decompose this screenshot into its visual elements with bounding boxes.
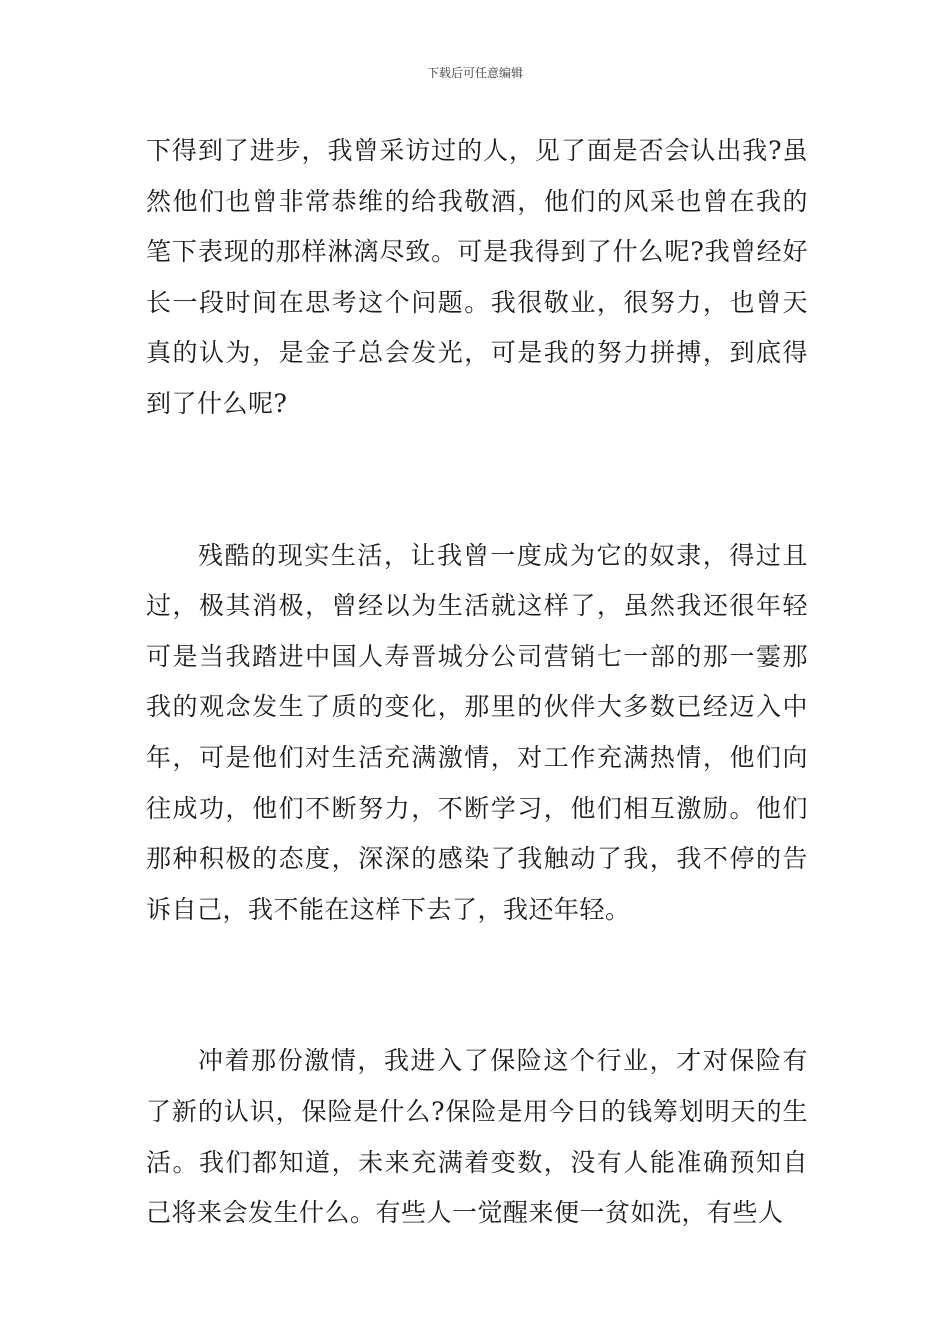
paragraph-1: 下得到了进步，我曾采访过的人，见了面是否会认出我?虽然他们也曾非常恭维的给我敬酒，他们的风采也曾在我的笔下表现的那样淋漓尽致。可是我得到了什么呢?我曾经好长一段时间在思考这个问题。我很敬业，很努力，也曾天真的认为，是金子总会发光，可是我的努力拼搏，到底得到了什么呢? xyxy=(146,136,808,418)
page-header: 下载后可任意编辑 xyxy=(426,66,523,80)
paragraph-2: 残酷的现实生活，让我曾一度成为它的奴隶，得过且过，极其消极，曾经以为生活就这样了，虽然我还很年轻可是当我踏进中国人寿晋城分公司营销七一部的那一霎那我的观念发生了质的变化，那里的伙伴大多数已经迈入中年，可是他们对生活充满激情，对工作充满热情，他们向往成功，他们不断努力，不断学习，他们相互激励。他们那种积极的态度，深深的感染了我触动了我，我不停的告诉自己，我不能在这样下去了，我还年轻。 xyxy=(146,540,808,924)
paragraph-spacer xyxy=(146,935,808,1036)
paragraph-3: 冲着那份激情，我进入了保险这个行业，才对保险有了新的认识，保险是什么?保险是用今日的钱筹划明天的生活。我们都知道，未来充满着变数，没有人能准确预知自己将来会发生什么。有些人一觉醒来便一贫如洗，有些人 xyxy=(146,1046,808,1228)
document-body xyxy=(146,126,808,1239)
paragraph-spacer xyxy=(146,430,808,531)
